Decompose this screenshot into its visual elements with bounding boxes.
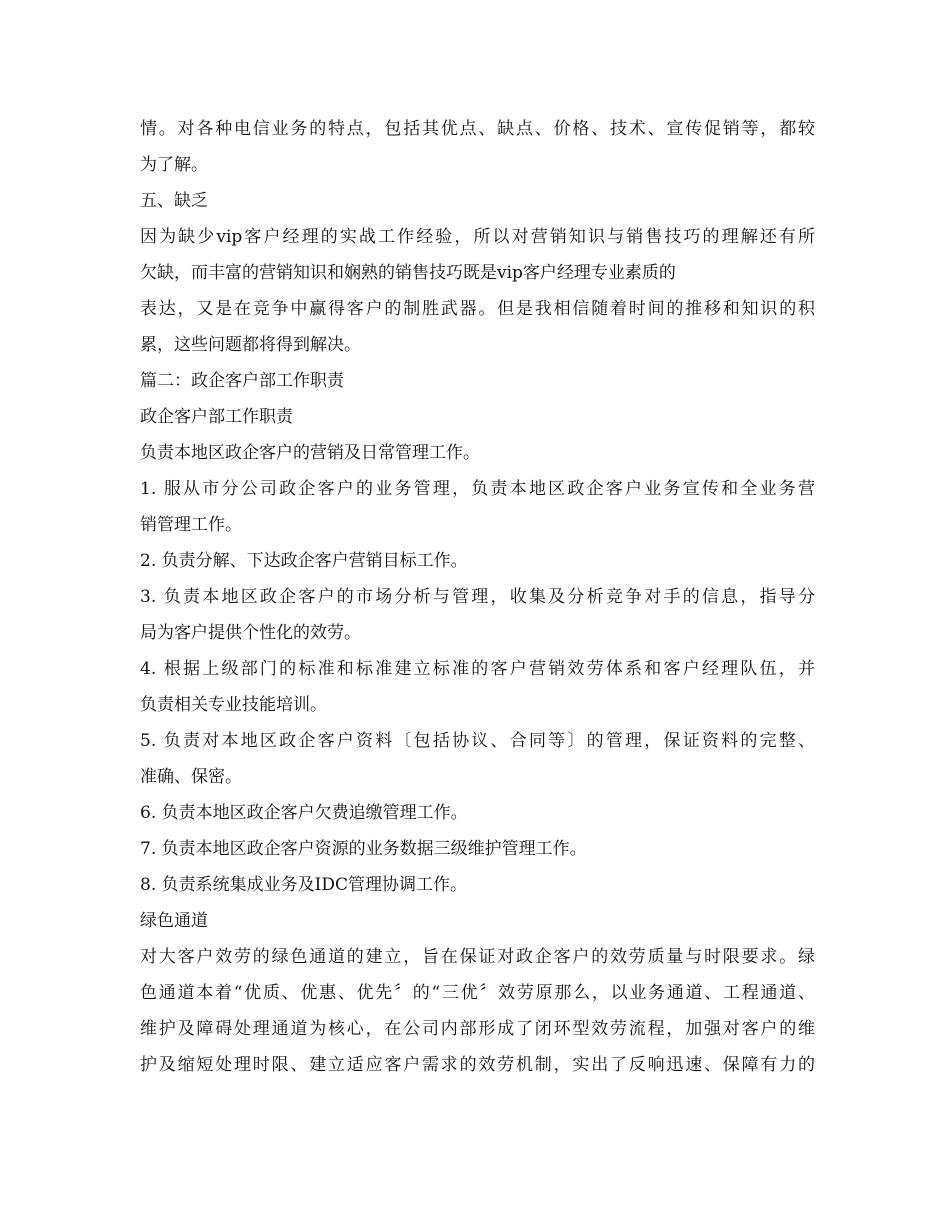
text-line: 8. 负责系统集成业务及IDC管理协调工作。 [140,875,467,895]
text-line: 准确、保密。 [140,767,242,787]
text-line: 表达，又是在竞争中赢得客户的制胜武器。但是我相信随着时间的推移和知识的积 [140,299,815,319]
text-line: 对大客户效劳的绿色通道的建立，旨在保证对政企客户的效劳质量与时限要求。绿 [140,947,815,967]
text-line: 负责相关专业技能培训。 [140,695,327,715]
text-line: 因为缺少vip客户经理的实战工作经验，所以对营销知识与销售技巧的理解还有所 [140,227,815,247]
text-line: 负责本地区政企客户的营销及日常管理工作。 [140,443,480,463]
text-line: 绿色通道 [140,911,208,931]
text-line: 5. 负责对本地区政企客户资料〔包括协议、合同等〕的管理，保证资料的完整、 [140,731,815,751]
text-line: 局为客户提供个性化的效劳。 [140,623,361,643]
text-line: 3. 负责本地区政企客户的市场分析与管理，收集及分析竞争对手的信息，指导分 [140,587,815,607]
text-line: 情。对各种电信业务的特点，包括其优点、缺点、价格、技术、宣传促销等，都较 [140,119,815,139]
text-line: 维护及障碍处理通道为核心，在公司内部形成了闭环型效劳流程，加强对客户的维 [140,1019,815,1039]
text-line: 7. 负责本地区政企客户资源的业务数据三级维护管理工作。 [140,839,587,859]
text-line: 篇二：政企客户部工作职责 [140,371,344,391]
text-line: 欠缺，而丰富的营销知识和娴熟的销售技巧既是vip客户经理专业素质的 [140,263,676,283]
text-line: 护及缩短处理时限、建立适应客户需求的效劳机制，实出了反响迅速、保障有力的 [140,1055,815,1075]
text-line: 累，这些问题都将得到解决。 [140,335,361,355]
text-line: 6. 负责本地区政企客户欠费追缴管理工作。 [140,803,468,823]
text-line: 2. 负责分解、下达政企客户营销目标工作。 [140,551,468,571]
text-line: 4. 根据上级部门的标准和标准建立标准的客户营销效劳体系和客户经理队伍，并 [140,659,815,679]
text-line: 销管理工作。 [140,515,242,535]
text-line: 1. 服从市分公司政企客户的业务管理，负责本地区政企客户业务宣传和全业务营 [140,479,815,499]
text-line: 为了解。 [140,155,208,175]
text-line: 政企客户部工作职责 [140,407,293,427]
text-line: 五、缺乏 [140,191,208,211]
document-body [140,111,815,1083]
text-line: 色通道本着“优质、优惠、优先〞的“三优〞效劳原那么，以业务通道、工程通道、 [140,983,815,1003]
